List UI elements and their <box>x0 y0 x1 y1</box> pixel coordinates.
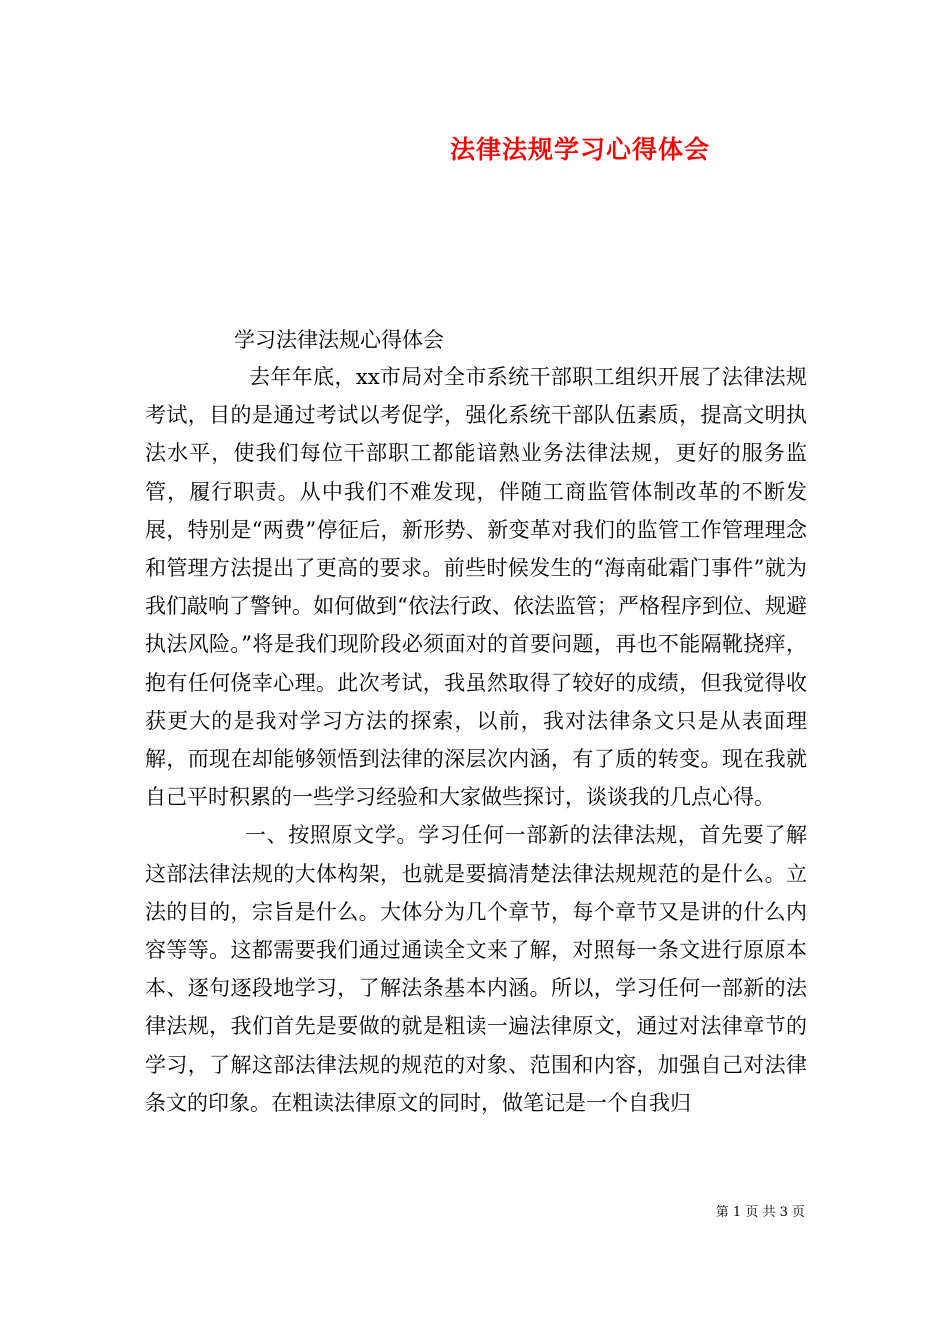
document-title: 法律法规学习心得体会 <box>449 135 710 164</box>
document-subtitle: 学习法律法规心得体会 <box>234 328 444 352</box>
page-number-footer: 第 1 页 共 3 页 <box>715 1205 805 1220</box>
document-body <box>145 358 807 1122</box>
paragraph-intro: 去年年底，xx市局对全市系统干部职工组织开展了法律法规考试，目的是通过考试以考促学，强化系统干部队伍素质，提高文明执法水平，使我们每位干部职工都能谙熟业务法律法规，更好的服务监管，履行职责。从中我们不难发现，伴随工商监管体制改革的不断发展，特别是“两费”停征后，新形势、新变革对我们的监管工作管理理念和管理方法提出了更高的要求。前些时候发生的“海南砒霜门事件”就为我们敲响了警钟。如何做到“依法行政、依法监管；严格程序到位、规避执法风险。”将是我们现阶段必须面对的首要问题，再也不能隔靴挠痒，抱有任何侥幸心理。此次考试，我虽然取得了较好的成绩，但我觉得收获更大的是我对学习方法的探索，以前，我对法律条文只是从表面理解，而现在却能够领悟到法律的深层次内涵，有了质的转变。现在我就自己平时积累的一些学习经验和大家做些探讨，谈谈我的几点心得。 <box>145 365 807 810</box>
paragraph-section-one: 一、按照原文学。学习任何一部新的法律法规，首先要了解这部法律法规的大体构架，也就是要搞清楚法律法规规范的是什么。立法的目的，宗旨是什么。大体分为几个章节，每个章节又是讲的什么内容等等。这都需要我们通过通读全文来了解，对照每一条文进行原原本本、逐句逐段地学习，了解法条基本内涵。所以，学习任何一部新的法律法规，我们首先是要做的就是粗读一遍法律原文，通过对法律章节的学习，了解这部法律法规的规范的对象、范围和内容，加强自己对法律条文的印象。在粗读法律原文的同时，做笔记是一个自我归 <box>145 823 807 1115</box>
